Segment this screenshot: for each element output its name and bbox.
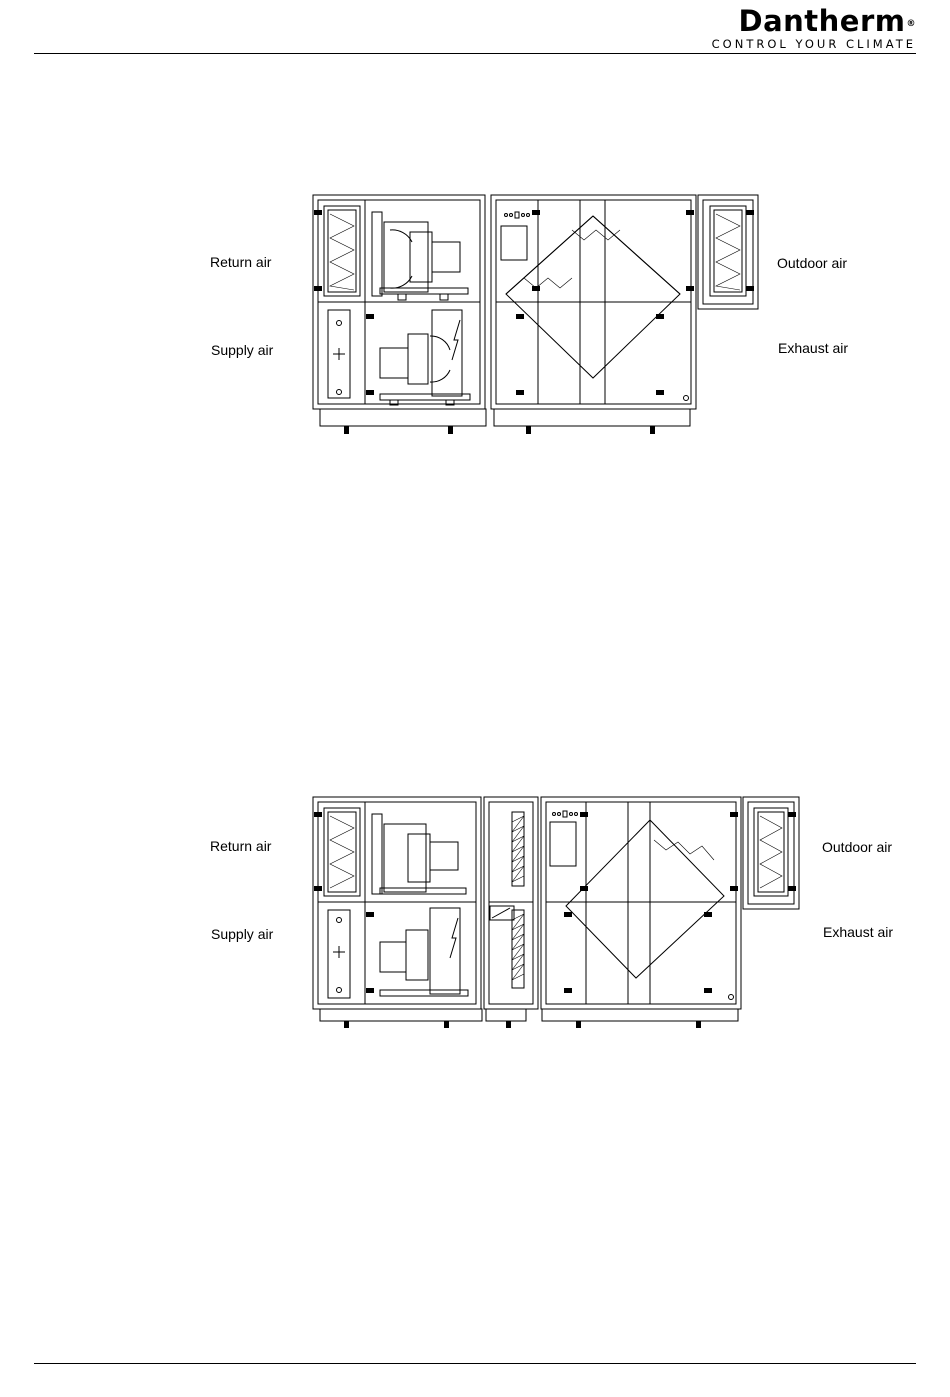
registered-mark: ®	[906, 19, 916, 29]
fig2-return-air-label: Return air	[210, 838, 272, 854]
fig2-heat-exchanger-module	[541, 797, 741, 1009]
fig2-outdoor-filter-module	[743, 797, 799, 909]
fig1-outdoor-air-label: Outdoor air	[777, 255, 848, 271]
fig2-outdoor-air-label: Outdoor air	[822, 839, 893, 855]
fig2-damper-module	[484, 797, 538, 1009]
fig2-ventilation-unit-drawing	[310, 792, 805, 1032]
fig1-heat-exchanger-module	[491, 195, 696, 409]
fig1-fan-module	[313, 195, 485, 409]
brand-name: Dantherm®	[738, 4, 916, 38]
brand-tagline: CONTROL YOUR CLIMATE	[711, 37, 916, 51]
footer-rule	[34, 1363, 916, 1364]
fig2-supply-air-label: Supply air	[211, 926, 274, 942]
fig2-fan-module	[313, 797, 481, 1009]
fig1-return-air-label: Return air	[210, 254, 272, 270]
fig1-outdoor-filter-module	[698, 195, 758, 309]
fig1-ventilation-unit-drawing	[310, 190, 765, 440]
header-rule	[34, 53, 916, 54]
fig1-exhaust-air-label: Exhaust air	[778, 340, 849, 356]
fig1-supply-air-label: Supply air	[211, 342, 274, 358]
dantherm-logo	[712, 6, 916, 51]
fig2-exhaust-air-label: Exhaust air	[823, 924, 894, 940]
